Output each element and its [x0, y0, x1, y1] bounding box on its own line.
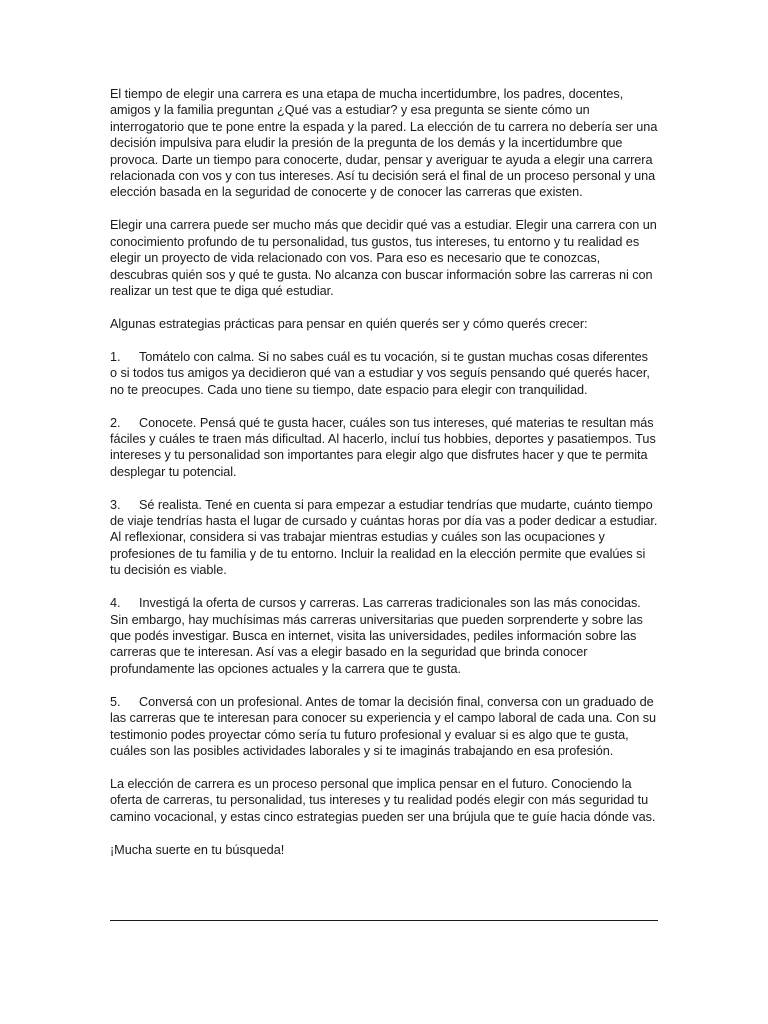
list-item	[110, 497, 658, 579]
paragraph-elegir: Elegir una carrera puede ser mucho más que decidir qué vas a estudiar. Elegir una carrera con un conocimiento profundo de tu personalidad, tus gustos, tus intereses, tu entorno y tu realidad es elegir un proyecto de vida relacionado con vos. Para eso es necesario que te conozcas, descubras quién sos y qué te gusta. No alcanza con buscar información sobre las carreras ni con realizar un test que te diga qué estudiar.	[110, 218, 657, 298]
list-item-number: 3.	[110, 497, 121, 512]
list-item-text: Conocete. Pensá qué te gusta hacer, cuáles son tus intereses, qué materias te resultan más fáciles y cuáles te traen más dificultad. Al hacerlo, incluí tus hobbies, deportes y pasatiempos. Tus intereses y tu personalidad son importantes para elegir algo que disfrutes hacer y que te permita desplegar tu potencial.	[110, 415, 656, 479]
list-item	[110, 694, 658, 760]
list-item-text: Conversá con un profesional. Antes de tomar la decisión final, conversa con un graduado de las carreras que te interesan para conocer su experiencia y el campo laboral de cada una. Con su testimonio podes proyectar cómo sería tu futuro profesional y evaluar si es algo que te gusta, cuáles son las posibles actividades laborales y si te imaginás trabajando en esa profesión.	[110, 694, 657, 758]
list-item	[110, 595, 658, 677]
list-item-text: Tomátelo con calma. Si no sabes cuál es tu vocación, si te gustan muchas cosas diferentes o si todos tus amigos ya decidieron qué van a estudiar y vos seguís pensando qué querés hacer, no te preocupes. Cada uno tiene su tiempo, date espacio para elegir con tranquilidad.	[110, 349, 650, 397]
paragraph-intro: El tiempo de elegir una carrera es una etapa de mucha incertidumbre, los padres, docentes, amigos y la familia preguntan ¿Qué vas a estudiar? y esa pregunta se siente cómo un interrogatorio que te pone entre la espada y la pared. La elección de tu carrera no debería ser una decisión impulsiva para eludir la presión de la pregunta de los demás y la incertidumbre que provoca. Darte un tiempo para conocerte, dudar, pensar y averiguar te ayuda a elegir una carrera relacionada con vos y con tus intereses. Así tu decisión será el final de un proceso personal y una elección basada en la seguridad de conocerte y de conocer las carreras que existen.	[110, 87, 658, 200]
paragraph-estrategias: Algunas estrategias prácticas para pensar en quién querés ser y cómo querés crecer:	[110, 316, 588, 331]
closing-line: ¡Mucha suerte en tu búsqueda!	[110, 842, 285, 857]
document-body	[110, 86, 658, 858]
list-item-text: Investigá la oferta de cursos y carreras. Las carreras tradicionales son las más conocidas. Sin embargo, hay muchísimas más carreras universitarias que pueden sorprenderte y sobre las que podés investigar. Busca en internet, visita las universidades, pediles información sobre las carreras que te interesan. Así vas a elegir basado en la seguridad que brinda conocer profundamente las opciones actuales y la carrera que te gusta.	[110, 596, 643, 676]
list-item	[110, 349, 658, 398]
horizontal-rule	[110, 920, 658, 921]
paragraph-conclusion: La elección de carrera es un proceso personal que implica pensar en el futuro. Conociendo la oferta de carreras, tu personalidad, tus intereses y tu realidad podés elegir con más seguridad tu camino vocacional, y estas cinco estrategias pueden ser una brújula que te guíe hacia dónde vas.	[110, 776, 656, 824]
list-item-number: 4.	[110, 596, 121, 611]
list-item-number: 2.	[110, 415, 121, 430]
list-item-number: 5.	[110, 694, 121, 709]
list-item-text: Sé realista. Tené en cuenta si para empezar a estudiar tendrías que mudarte, cuánto tiempo de viaje tendrías hasta el lugar de cursado y cuántas horas por día vas a poder dedicar a estudiar. Al reflexionar, considera si vas trabajar mientras estudias y cuáles son las ocupaciones y profesiones de tu familia y de tu entorno. Incluir la realidad en la elección permite que evalúes si tu decisión es viable.	[110, 497, 658, 578]
list-item	[110, 415, 658, 481]
list-item-number: 1.	[110, 349, 121, 364]
